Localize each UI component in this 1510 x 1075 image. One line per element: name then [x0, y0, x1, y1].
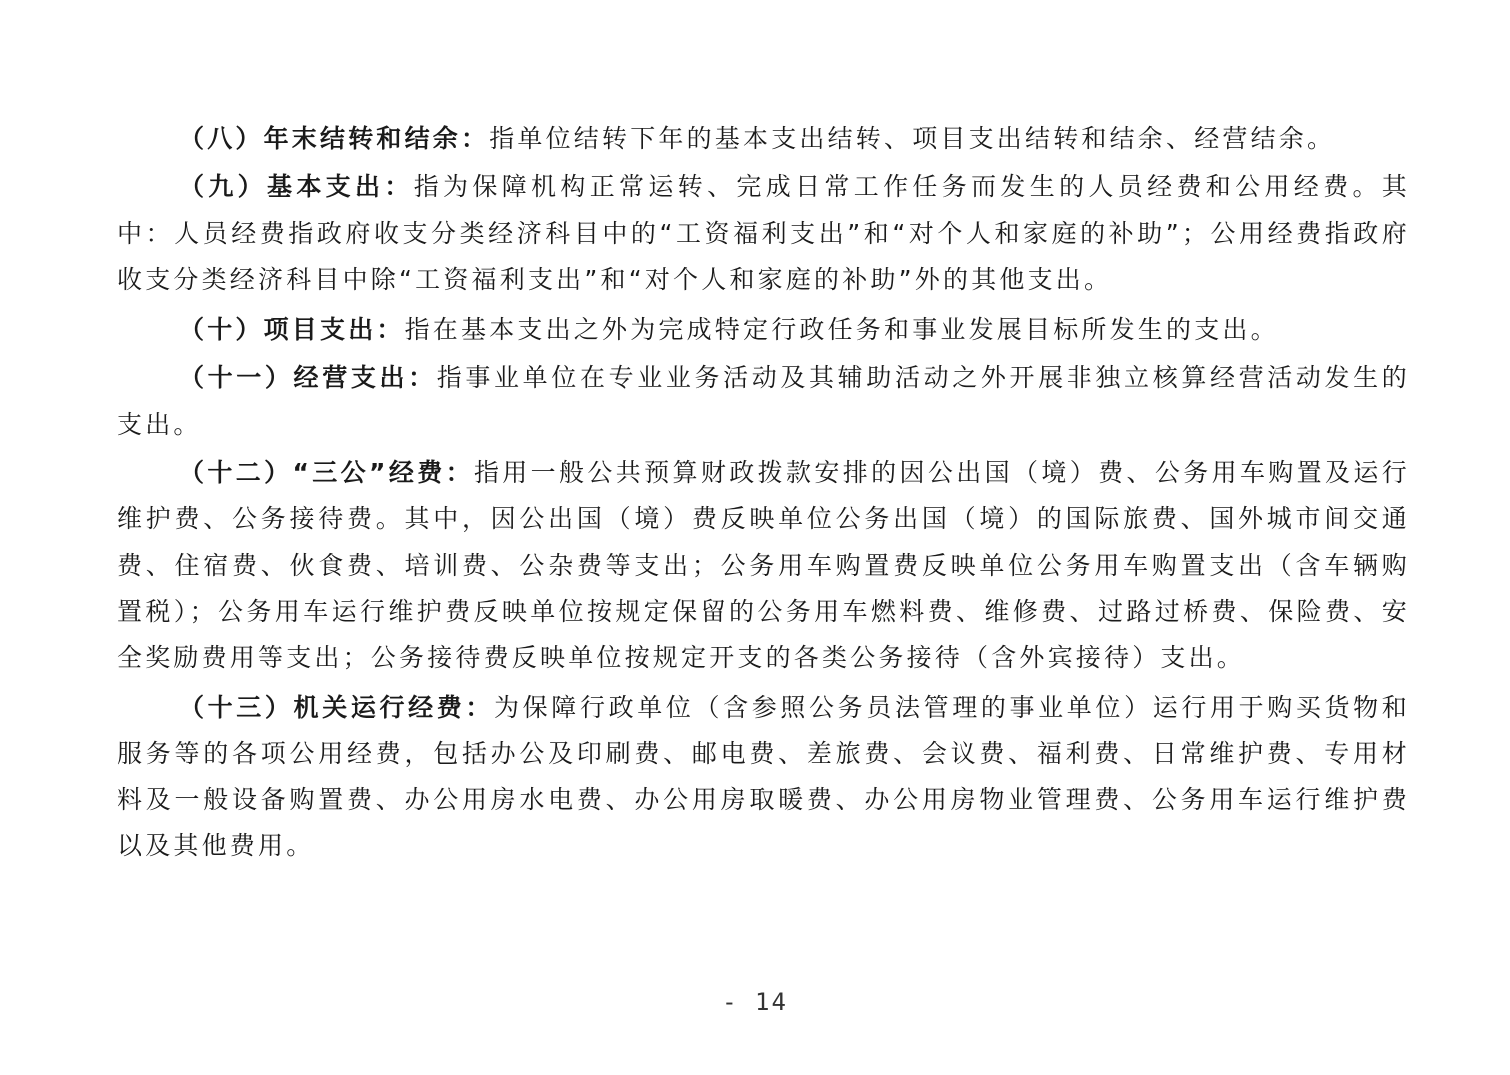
paragraph-project-expenditure [117, 307, 1410, 353]
term-heading: （九）基本支出： [179, 172, 414, 202]
paragraph-text: 指单位结转下年的基本支出结转、项目支出结转和结余、经营结余。 [489, 124, 1336, 153]
document-body [117, 116, 1410, 870]
paragraph-text: 为保障行政单位（含参照公务员法管理的事业单位）运行用于购买货物和服务等的各项公用经费，包括办公及印刷费、邮电费、差旅费、会议费、福利费、日常维护费、专用材料及一般设备购置费、办公用房水电费、办公用房取暖费、办公用房物业管理费、公务用车运行维护费以及其他费用。 [117, 692, 1411, 861]
paragraph-text: 指为保障机构正常运转、完成日常工作任务而发生的人员经费和公用经费。其中：人员经费指政府收支分类经济科目中的“工资福利支出”和“对个人和家庭的补助”；公用经费指政府收支分类经济科目中除“工资福利支出”和“对个人和家庭的补助”外的其他支出。 [117, 172, 1410, 294]
term-heading: （十三）机关运行经费： [179, 692, 495, 722]
term-heading: （十）项目支出： [179, 315, 405, 345]
paragraph-agency-operating-funds [117, 685, 1410, 870]
paragraph-year-end-carryover [117, 116, 1410, 162]
paragraph-text: 指用一般公共预算财政拨款安排的因公出国（境）费、公务用车购置及运行维护费、公务接待费。其中，因公出国（境）费反映单位公务出国（境）的国际旅费、国外城市间交通费、住宿费、伙食费、培训费、公杂费等支出；公务用车购置费反映单位公务用车购置支出（含车辆购置税）；公务用车运行维护费反映单位按规定保留的公务用车燃料费、维修费、过路过桥费、保险费、安全奖励费用等支出；公务接待费反映单位按规定开支的各类公务接待（含外宾接待）支出。 [117, 458, 1410, 673]
page-number: - 14 [722, 988, 788, 1016]
paragraph-three-public-expenses [117, 450, 1410, 681]
term-heading: （十一）经营支出： [179, 363, 437, 393]
paragraph-operating-expenditure [117, 355, 1410, 448]
paragraph-text: 指在基本支出之外为完成特定行政任务和事业发展目标所发生的支出。 [404, 315, 1279, 345]
term-heading: （十二）“三公”经费： [179, 458, 474, 488]
paragraph-basic-expenditure [117, 164, 1410, 303]
paragraph-text: 指事业单位在专业业务活动及其辅助活动之外开展非独立核算经营活动发生的支出。 [117, 363, 1410, 439]
term-heading: （八）年末结转和结余： [179, 124, 490, 153]
